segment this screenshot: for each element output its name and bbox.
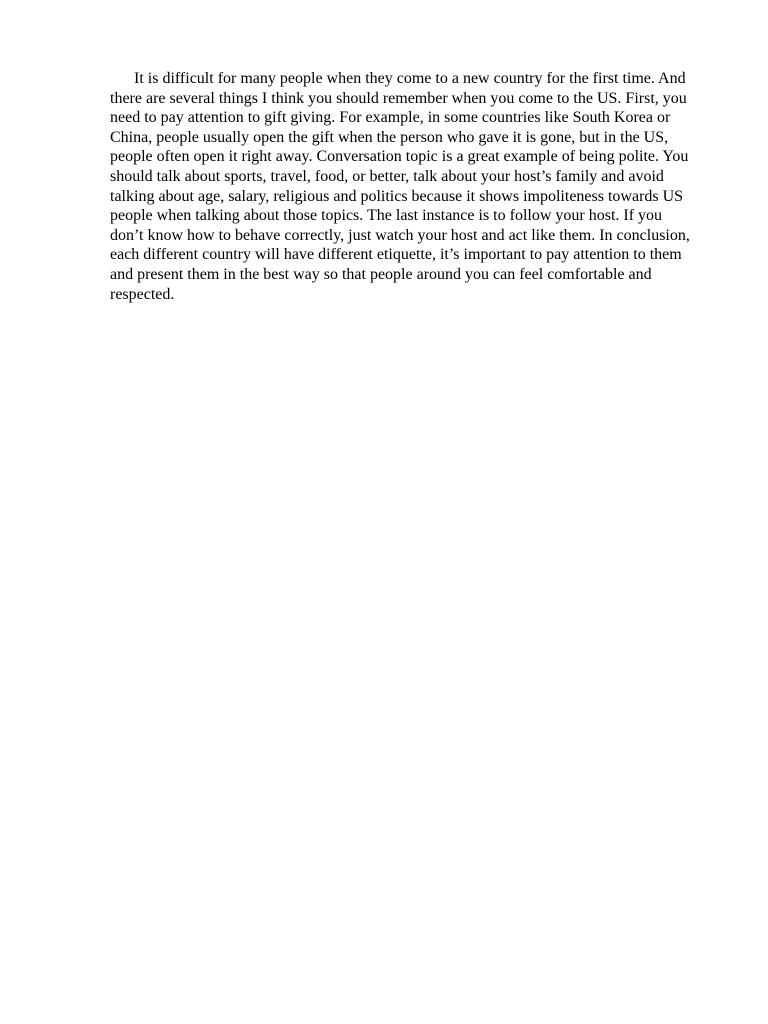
essay-paragraph: It is difficult for many people when they come to a new country for the first time. And there are several things I think you should remember when you come to the US. First, you need to pay attention to gift giving. For example, in some countries like South Korea or China, people usually open the gift when the person who gave it is gone, but in the US, people often open it right away. Conversation topic is a great example of being polite. You should talk about sports, travel, food, or better, talk about your host’s family and avoid talking about age, salary, religious and politics because it shows impoliteness towards US people when talking about those topics. The last instance is to follow your host. If you don’t know how to behave correctly, just watch your host and act like them. In conclusion, each different country will have different etiquette, it’s important to pay attention to them and present them in the best way so that people around you can feel comfortable and respected. <box>110 70 690 303</box>
